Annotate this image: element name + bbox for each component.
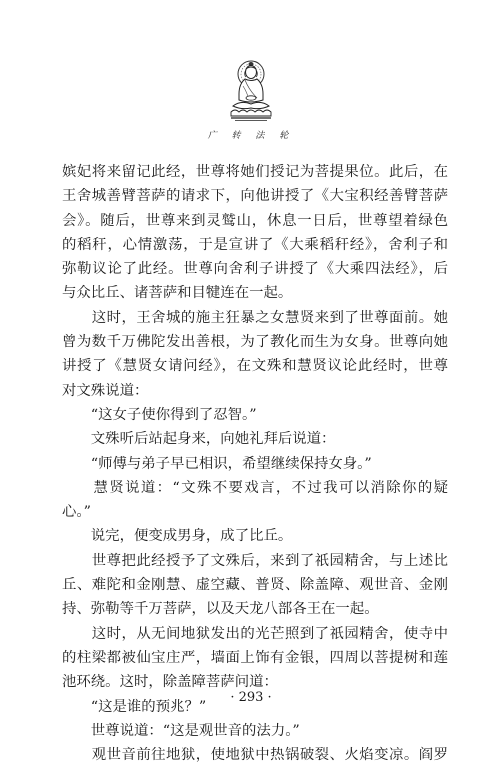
text-line: 心。” — [62, 504, 91, 521]
text-line: 与众比丘、诸菩萨和目犍连在一起。 — [62, 285, 293, 302]
text-line: 弥勒议论了此经。世尊向舍利子讲授了《大乘四法经》，后 — [62, 261, 448, 278]
text-line: 慧贤说道：“文殊不要戏言，不过我可以消除你的疑 — [62, 479, 448, 496]
text-line: “这是谁的预兆？” — [62, 698, 207, 715]
seated-buddha-icon — [227, 58, 275, 122]
text-line: 世尊说道：“这是观世音的法力。” — [62, 722, 300, 739]
text-line: 说完，便变成男身，成了比丘。 — [62, 528, 293, 545]
text-line: 观世音前往地狱，使地狱中热锅破裂、火焰变凉。阎罗 — [62, 747, 448, 764]
text-line: 对文殊说道： — [62, 382, 149, 399]
body-text — [62, 160, 448, 767]
text-line: 这时，从无间地狱发出的光芒照到了祇园精舍，使寺中 — [62, 625, 448, 642]
text-line: 文殊听后站起身来，向她礼拜后说道： — [62, 431, 336, 448]
text-line: 会》。随后，世尊来到灵鹫山，休息一日后，世尊望着绿色 — [62, 212, 448, 229]
text-line: 嫔妃将来留记此经，世尊将她们授记为菩提果位。此后，在 — [62, 164, 448, 180]
text-line: 讲授了《慧贤女请问经》，在文殊和慧贤议论此经时，世尊 — [62, 358, 448, 375]
text-line: 的柱梁都被仙宝庄严，墙面上饰有金银，四周以菩提树和莲 — [62, 649, 448, 666]
header-caption: 广 转 法 轮 — [207, 131, 295, 141]
page-header — [0, 58, 502, 141]
text-line: 池环绕。这时，除盖障菩萨问道： — [62, 674, 278, 691]
text-line: “师傅与弟子早已相识，希望继续保持女身。” — [62, 455, 372, 472]
text-line: “这女子使你得到了忍智。” — [62, 406, 257, 423]
text-line: 这时，王舍城的施主狂暴之女慧贤来到了世尊面前。她 — [62, 309, 448, 326]
text-line: 持、弥勒等千万菩萨，以及天龙八部各王在一起。 — [62, 601, 379, 618]
text-line: 的稻秆，心情激荡，于是宣讲了《大乘稻秆经》，舍利子和 — [62, 236, 448, 253]
text-line: 王舍城善臂菩萨的请求下，向他讲授了《大宝积经善臂菩萨 — [62, 188, 448, 205]
text-line: 丘、难陀和金刚慧、虚空藏、普贤、除盖障、观世音、金刚 — [62, 577, 448, 594]
text-line: 世尊把此经授予了文殊后，来到了祇园精舍，与上述比 — [62, 552, 448, 569]
text-line: 曾为数千万佛陀发出善根，为了教化而生为女身。世尊向她 — [62, 334, 448, 351]
page-number: · 293 · — [230, 690, 272, 705]
